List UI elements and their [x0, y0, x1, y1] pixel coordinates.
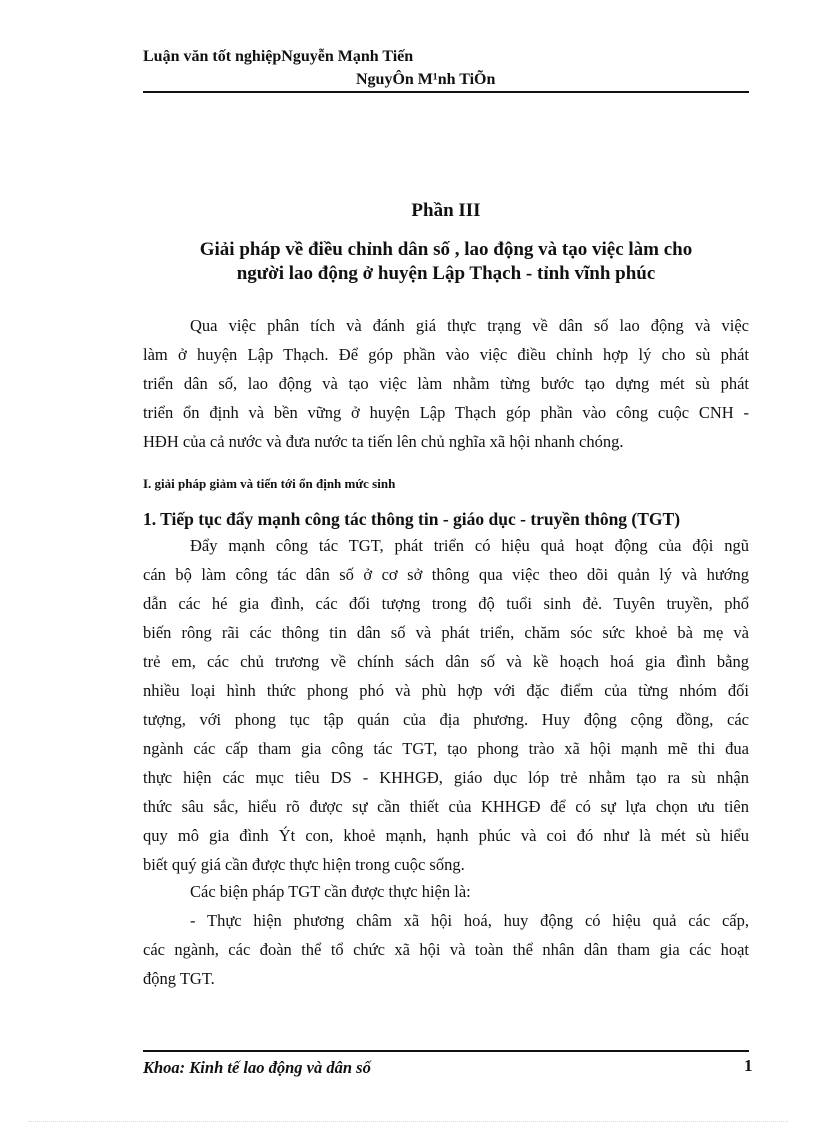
- paragraph-line: động TGT.: [143, 969, 215, 988]
- header-author: NguyÔn M¹nh TiÕn: [356, 71, 496, 88]
- body-paragraph: [143, 531, 749, 879]
- paragraph-line: các ngành, các đoàn thể tổ chức xã hội và toàn thể nhân dân tham gia các hoạt: [143, 940, 749, 959]
- header-title: Luận văn tốt nghiệpNguyễn Mạnh Tiến: [143, 48, 414, 65]
- subsection-heading: 1. Tiếp tục đẩy mạnh công tác thông tin - giáo dục - truyền thông (TGT): [143, 509, 681, 529]
- paragraph-line: biến rông rãi các thông tin dân số và phát triển, chăm sóc sức khoẻ bà mẹ và: [143, 623, 749, 642]
- body-paragraph: [143, 877, 749, 906]
- section-heading: I. giải pháp giảm và tiến tới ổn định mức sinh: [143, 476, 396, 491]
- paragraph-line: làm ở huyện Lập Thạch. Để góp phần vào việc điều chỉnh hợp lý cho sù phát: [143, 345, 749, 364]
- paragraph-line: triển dân số, lao động và tạo việc làm nhằm từng bước tạo dựng mét sù phát: [143, 374, 749, 393]
- body-paragraph: [143, 906, 749, 993]
- paragraph-line: tượng, với phong tục tập quán của địa phương. Huy động cộng đồng, các: [143, 710, 749, 729]
- page-edge-dots: [28, 1121, 788, 1122]
- paragraph-line: nhiều loại hình thức phong phó và phù hợp với đặc điểm của từng nhóm đối: [143, 681, 749, 700]
- header-rule: [143, 91, 749, 93]
- paragraph-line: dẫn các hé gia đình, các đối tượng trong độ tuổi sinh đẻ. Tuyên truyền, phổ: [143, 594, 749, 613]
- paragraph-line: biết quý giá cần được thực hiện trong cuộc sống.: [143, 855, 465, 874]
- footer-rule: [143, 1050, 749, 1052]
- paragraph-line: thức sâu sắc, hiểu rõ được sự cần thiết của KHHGĐ để có sự lựa chọn ưu tiên: [143, 797, 749, 816]
- paragraph-line: - Thực hiện phương châm xã hội hoá, huy động có hiệu quả các cấp,: [190, 911, 749, 930]
- paragraph-line: thực hiện các mục tiêu DS - KHHGĐ, giáo dục lóp trẻ nhằm tạo ra sù nhận: [143, 768, 749, 787]
- paragraph-line: Các biện pháp TGT cần được thực hiện là:: [190, 882, 471, 901]
- page-number: 1: [744, 1056, 753, 1075]
- paragraph-line: Qua việc phân tích và đánh giá thực trạng về dân số lao động và việc: [190, 316, 749, 335]
- paragraph-line: triển ổn định và bền vững ở huyện Lập Thạch góp phần vào công cuộc CNH -: [143, 403, 749, 422]
- paragraph-line: Đẩy mạnh công tác TGT, phát triển có hiệu quả hoạt động của đội ngũ: [190, 536, 749, 555]
- paragraph-line: quy mô gia đình Ýt con, khoẻ mạnh, hạnh phúc và coi đó như là mét sù hiểu: [143, 826, 749, 845]
- paragraph-line: ngành các cấp tham gia công tác TGT, tạo phong trào xã hội mạnh mẽ thi đua: [143, 739, 749, 758]
- paragraph-line: cán bộ làm công tác dân số ở cơ sở thông qua việc theo dõi quản lý và hướng: [143, 565, 749, 584]
- paragraph-line: HĐH của cả nước và đưa nước ta tiến lên chủ nghĩa xã hội nhanh chóng.: [143, 432, 624, 451]
- chapter-title-line: người lao động ở huyện Lập Thạch - tỉnh vĩnh phúc: [236, 263, 656, 284]
- footer-faculty: Khoa: Kinh tế lao động và dân số: [143, 1058, 371, 1077]
- chapter-title-line: Giải pháp về điều chỉnh dân số , lao động và tạo việc làm cho: [199, 239, 693, 260]
- intro-paragraph: [143, 311, 749, 456]
- chapter-title: [143, 238, 749, 286]
- part-title: Phần III: [411, 200, 481, 221]
- paragraph-line: trẻ em, các chủ trương về chính sách dân số và kề hoạch hoá gia đình bằng: [143, 652, 749, 671]
